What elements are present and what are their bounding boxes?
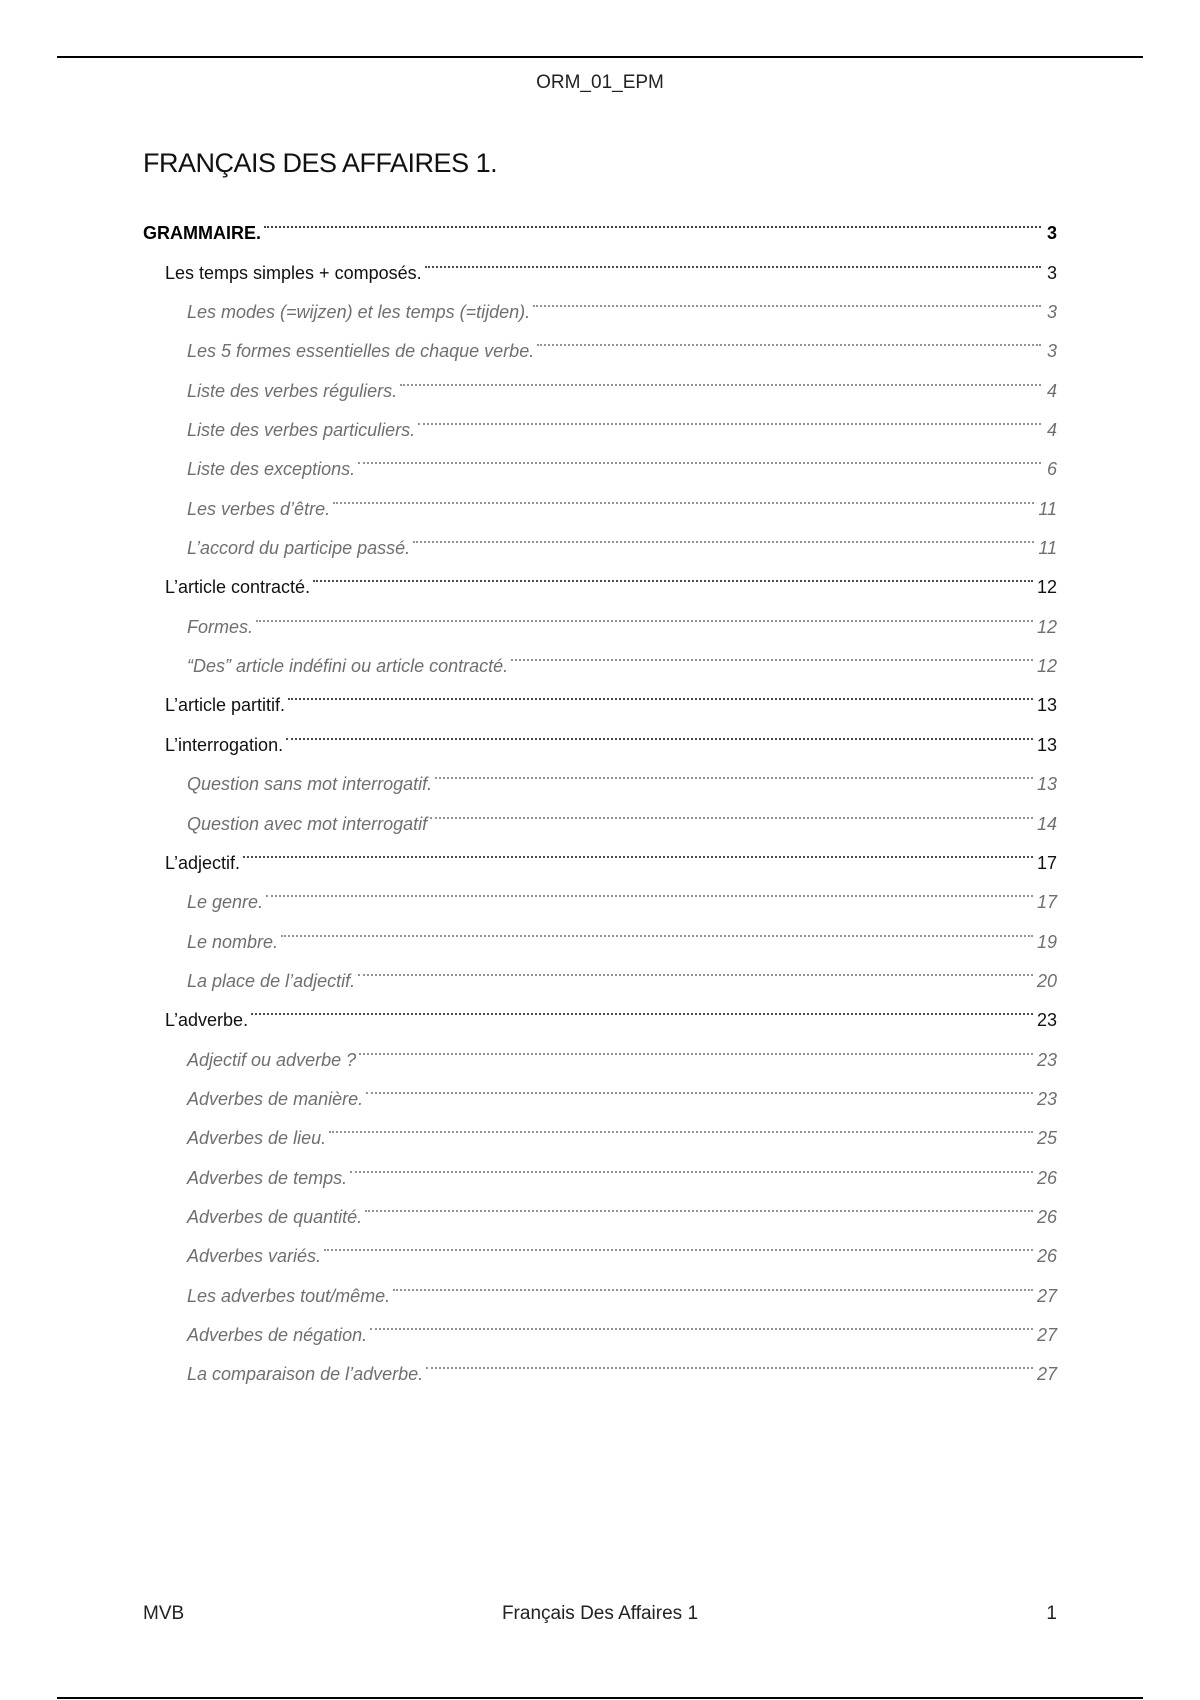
toc-entry-page-number: 19 — [1036, 931, 1057, 952]
dot-leader — [358, 436, 1041, 475]
toc-entry-page-number: 27 — [1036, 1285, 1057, 1306]
dot-leader — [430, 790, 1033, 829]
toc-entry[interactable] — [143, 1026, 1057, 1070]
dot-leader — [333, 475, 1034, 514]
toc-entry[interactable] — [143, 200, 1057, 244]
toc-entry-page-number: 23 — [1036, 1049, 1057, 1070]
toc-entry-label: Les adverbes tout/même. — [187, 1285, 391, 1306]
toc-entry-page-number: 26 — [1036, 1206, 1057, 1227]
dot-leader — [264, 200, 1041, 239]
dot-leader — [350, 1144, 1033, 1183]
toc-entry-page-number: 12 — [1036, 656, 1057, 677]
toc-entry-label: Adverbes de temps. — [187, 1167, 348, 1188]
toc-entry-page-number: 3 — [1046, 341, 1057, 362]
toc-entry-page-number: 3 — [1046, 262, 1057, 283]
toc-entry-label: Liste des exceptions. — [187, 459, 356, 480]
toc-entry-label: La comparaison de l’adverbe. — [187, 1364, 424, 1385]
dot-leader — [537, 318, 1041, 357]
page-footer — [143, 1603, 1057, 1627]
toc-entry-label: Les modes (=wijzen) et les temps (=tijden). — [187, 302, 531, 323]
toc-entry[interactable] — [143, 239, 1057, 283]
dot-leader — [256, 593, 1033, 632]
toc-entry[interactable] — [143, 830, 1057, 873]
toc-entry-label: Adverbes de quantité. — [187, 1206, 363, 1227]
dot-leader — [426, 1341, 1033, 1380]
toc-entry-page-number: 11 — [1038, 498, 1057, 519]
toc-entry-label: Question avec mot interrogatif — [187, 813, 428, 834]
toc-entry-page-number: 17 — [1036, 892, 1057, 913]
toc-entry-label: Le nombre. — [187, 931, 279, 952]
header-rule — [57, 56, 1143, 58]
toc-entry-label: L’accord du participe passé. — [187, 538, 411, 559]
toc-entry[interactable] — [143, 908, 1057, 952]
dot-leader — [251, 987, 1033, 1026]
footer-author: MVB — [143, 1603, 185, 1624]
dot-leader — [511, 633, 1033, 672]
toc-entry-page-number: 13 — [1036, 734, 1057, 755]
toc-entry-label: GRAMMAIRE. — [143, 223, 261, 244]
toc-entry-label: “Des” article indéfini ou article contracté. — [187, 656, 509, 677]
toc-entry[interactable] — [143, 987, 1057, 1031]
toc-entry-label: Adverbes variés. — [187, 1246, 322, 1267]
dot-leader — [281, 908, 1033, 947]
toc-entry-page-number: 27 — [1036, 1364, 1057, 1385]
toc-entry-label: Formes. — [187, 616, 254, 637]
dot-leader — [324, 1223, 1033, 1262]
toc-entry-label: Liste des verbes particuliers. — [187, 420, 416, 441]
toc-entry-page-number: 26 — [1036, 1246, 1057, 1267]
toc-entry-label: Les temps simples + composés. — [165, 262, 422, 283]
dot-leader — [359, 1026, 1033, 1065]
toc-entry-page-number: 3 — [1046, 302, 1057, 323]
toc-entry-label: Adverbes de négation. — [187, 1324, 368, 1345]
toc-entry-page-number: 12 — [1036, 616, 1057, 637]
toc-entry-page-number: 13 — [1036, 774, 1057, 795]
dot-leader — [313, 554, 1033, 593]
toc-entry-label: Question sans mot interrogatif. — [187, 774, 433, 795]
dot-leader — [370, 1302, 1033, 1341]
footer-rule — [57, 1697, 1143, 1699]
toc-entry-page-number: 14 — [1036, 813, 1057, 834]
document-title: FRANÇAIS DES AFFAIRES 1. — [143, 148, 498, 178]
toc-entry-page-number: 13 — [1036, 695, 1057, 716]
dot-leader — [400, 357, 1041, 396]
document-code: ORM_01_EPM — [536, 72, 664, 93]
toc-entry-page-number: 17 — [1036, 852, 1057, 873]
dot-leader — [413, 515, 1034, 554]
toc-entry-page-number: 3 — [1046, 223, 1057, 244]
toc-entry-label: L’adjectif. — [165, 852, 241, 873]
toc-entry-label: L’article partitif. — [165, 695, 286, 716]
dot-leader — [329, 1105, 1033, 1144]
dot-leader — [365, 1184, 1033, 1223]
toc-entry-label: L’adverbe. — [165, 1010, 249, 1031]
toc-entry-page-number: 11 — [1038, 538, 1057, 559]
toc-entry[interactable] — [143, 593, 1057, 637]
toc-entry-label: Les verbes d’être. — [187, 498, 331, 519]
toc-entry-label: L’article contracté. — [165, 577, 311, 598]
footer-page-number: 1 — [1046, 1603, 1057, 1624]
dot-leader — [366, 1066, 1033, 1105]
toc-entry-page-number: 26 — [1036, 1167, 1057, 1188]
footer-course-title: Français Des Affaires 1 — [501, 1603, 699, 1624]
dot-leader — [533, 279, 1041, 318]
toc-entry[interactable] — [143, 869, 1057, 913]
toc-entry-page-number: 12 — [1036, 577, 1057, 598]
toc-entry-label: Adverbes de manière. — [187, 1088, 364, 1109]
dot-leader — [266, 869, 1033, 908]
toc-entry[interactable] — [143, 633, 1057, 677]
toc-entry-page-number: 23 — [1036, 1010, 1057, 1031]
dot-leader — [418, 397, 1041, 436]
toc-entry-page-number: 27 — [1036, 1324, 1057, 1345]
toc-entry-page-number: 4 — [1046, 380, 1057, 401]
toc-entry-label: L’interrogation. — [165, 734, 284, 755]
dot-leader — [286, 711, 1033, 750]
table-of-contents — [143, 200, 1057, 1385]
dot-leader — [358, 948, 1033, 987]
toc-entry-label: Le genre. — [187, 892, 264, 913]
dot-leader — [425, 239, 1041, 278]
toc-entry-page-number: 4 — [1046, 420, 1057, 441]
toc-entry-page-number: 23 — [1036, 1088, 1057, 1109]
toc-entry-page-number: 6 — [1046, 459, 1057, 480]
dot-leader — [435, 751, 1033, 790]
toc-entry-label: Les 5 formes essentielles de chaque verbe. — [187, 341, 535, 362]
toc-entry-page-number: 25 — [1036, 1128, 1057, 1149]
toc-entry-label: Liste des verbes réguliers. — [187, 380, 398, 401]
dot-leader — [243, 830, 1033, 869]
toc-entry-label: Adverbes de lieu. — [187, 1128, 327, 1149]
dot-leader — [288, 672, 1033, 711]
dot-leader — [393, 1262, 1033, 1301]
toc-entry-page-number: 20 — [1036, 970, 1057, 991]
toc-entry-label: La place de l’adjectif. — [187, 970, 356, 991]
toc-entry-label: Adjectif ou adverbe ? — [187, 1049, 357, 1070]
